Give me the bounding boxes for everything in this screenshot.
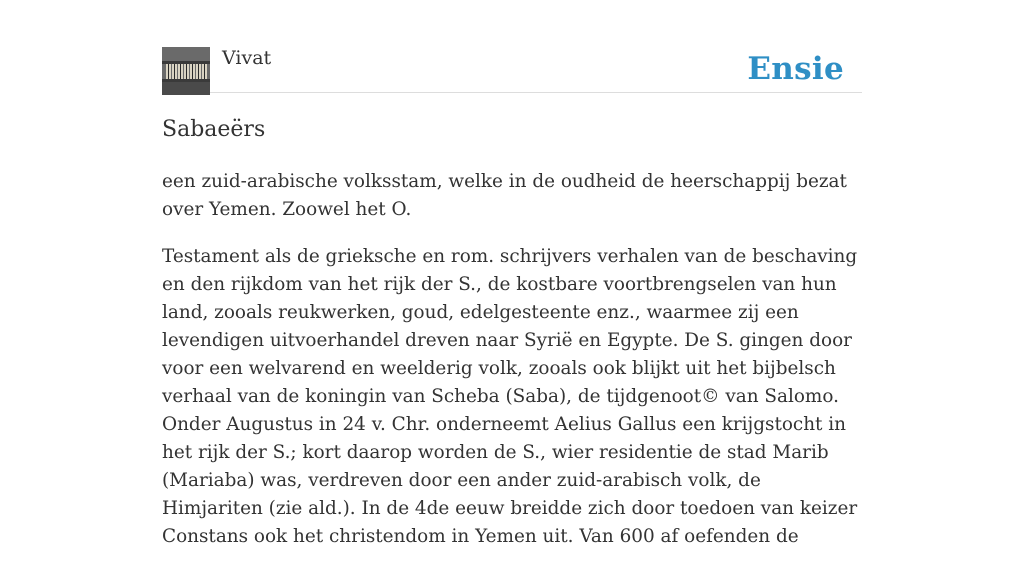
bookshelf-image <box>162 47 210 95</box>
bookshelf-avatar-icon[interactable] <box>162 47 210 95</box>
site-header <box>162 46 862 93</box>
source-name[interactable]: Vivat <box>222 47 272 69</box>
paragraph: Testament als de grieksche en rom. schrijvers verhalen van de beschaving en den rijkdom van het rijk der S., de kostbare voortbrengselen van hun land, zooals reukwerken, goud, edelgesteente enz., waarmee zij een levendigen uitvoerhandel dreven naar Syrië en Egypte. De S. gingen door voor een welvarend en weelderig volk, zooals ook blijkt uit het bijbelsch verhaal van de koningin van Scheba (Saba), de tijdgenoot© van Salomo. Onder Augustus in 24 v. Chr. onderneemt Aelius Gallus een krijgstocht in het rijk der S.; kort daarop worden de S., wier residentie de stad Marib (Mariaba) was, verdreven door een ander zuid-arabisch volk, de Himjariten (zie ald.). In de 4de eeuw breidde zich door toedoen van keizer Constans ook het christendom in Yemen uit. Van 600 af oefenden de <box>162 246 858 547</box>
paragraph: een zuid-arabische volksstam, welke in de oudheid de heerschappij bezat over Yemen. Zoowel het O. <box>162 171 847 220</box>
article-body <box>162 168 862 570</box>
article-title: Sabaeërs <box>162 117 266 142</box>
brand-logo[interactable]: Ensie <box>747 51 844 87</box>
